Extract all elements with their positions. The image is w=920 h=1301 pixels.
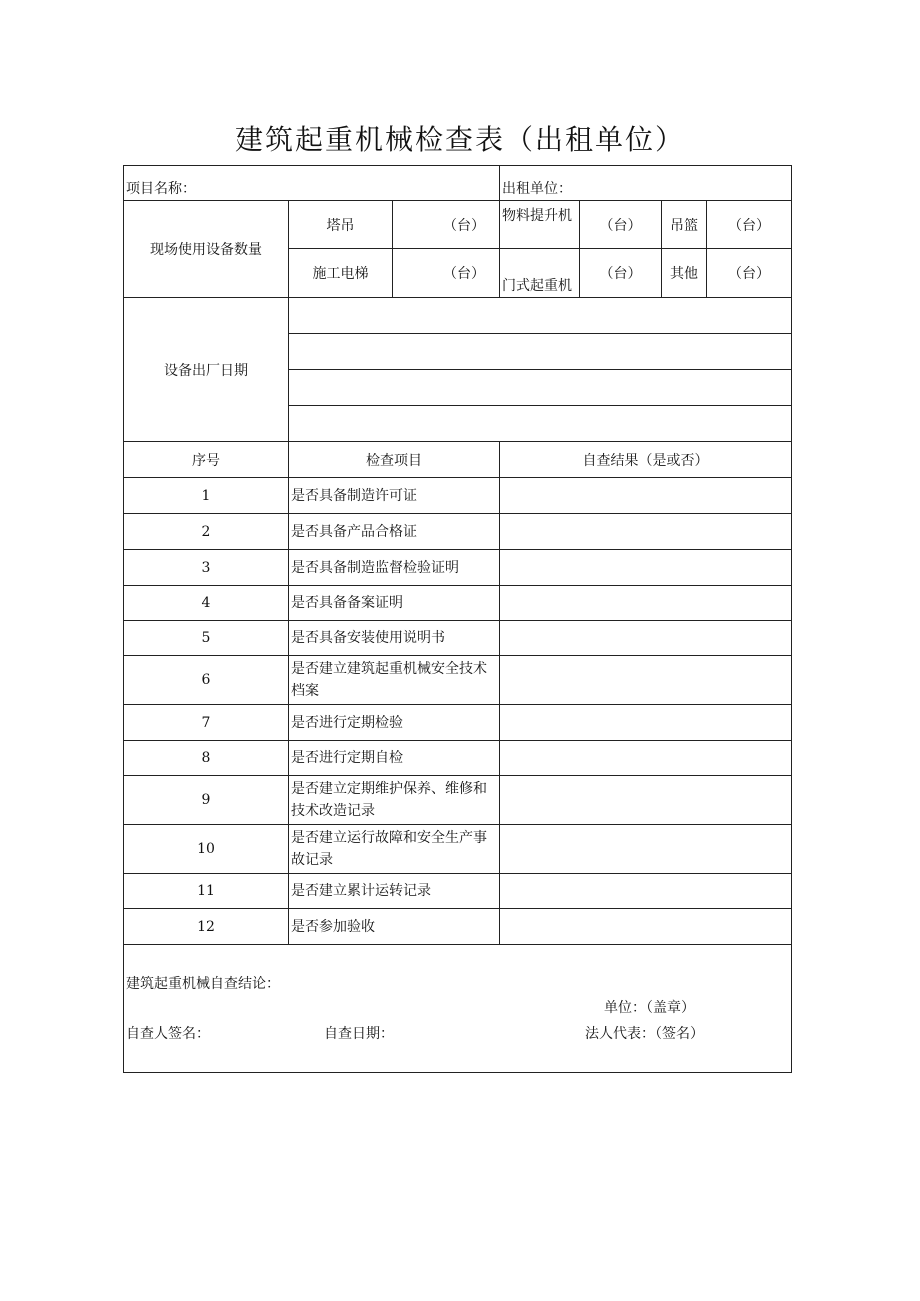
table-row — [124, 550, 792, 586]
hanging-basket-count[interactable]: （台） — [707, 201, 792, 249]
row-item: 是否参加验收 — [289, 909, 500, 945]
table-row — [124, 478, 792, 514]
manufacture-date-field-2[interactable] — [289, 334, 792, 370]
lessor-field[interactable] — [500, 166, 792, 201]
row-no: 4 — [124, 586, 289, 621]
row-item: 是否建立累计运转记录 — [289, 874, 500, 909]
row-item: 是否进行定期检验 — [289, 705, 500, 741]
gantry-crane-label: 门式起重机 — [500, 249, 580, 298]
row-item: 是否进行定期自检 — [289, 741, 500, 776]
hanging-basket-label: 吊篮 — [662, 201, 707, 249]
conclusion-section[interactable] — [124, 945, 792, 1073]
construction-elevator-count[interactable]: （台） — [393, 249, 500, 298]
page-title: 建筑起重机械检查表（出租单位） — [234, 123, 685, 156]
tower-crane-count[interactable]: （台） — [393, 201, 500, 249]
manufacture-date-field-4[interactable] — [289, 406, 792, 442]
row-no: 10 — [124, 825, 289, 874]
row-result-cell[interactable] — [500, 874, 792, 909]
row-result-cell[interactable] — [500, 825, 792, 874]
row-result-cell[interactable] — [500, 909, 792, 945]
row-no: 11 — [124, 874, 289, 909]
table-row — [124, 741, 792, 776]
row-item: 是否具备制造许可证 — [289, 478, 500, 514]
row-item: 是否建立建筑起重机械安全技术档案 — [289, 656, 500, 705]
table-row — [124, 586, 792, 621]
construction-elevator-label: 施工电梯 — [289, 249, 393, 298]
row-no: 5 — [124, 621, 289, 656]
row-result-cell[interactable] — [500, 586, 792, 621]
legal-rep-signature-label: 法人代表：（签名） — [585, 1026, 704, 1042]
row-item: 是否建立定期维护保养、维修和技术改造记录 — [289, 776, 500, 825]
unit-seal-label: 单位：（盖章） — [604, 1000, 695, 1016]
table-row — [124, 705, 792, 741]
row-result-cell[interactable] — [500, 514, 792, 550]
row-result-cell[interactable] — [500, 741, 792, 776]
row-no: 12 — [124, 909, 289, 945]
col-header-no: 序号 — [124, 442, 289, 478]
table-row — [124, 825, 792, 874]
gantry-crane-count[interactable]: （台） — [580, 249, 662, 298]
row-result-cell[interactable] — [500, 478, 792, 514]
row-item: 是否具备产品合格证 — [289, 514, 500, 550]
inspection-form — [123, 165, 792, 1073]
manufacture-date-field-1[interactable] — [289, 298, 792, 334]
row-result-cell[interactable] — [500, 656, 792, 705]
other-count[interactable]: （台） — [707, 249, 792, 298]
row-item: 是否具备备案证明 — [289, 586, 500, 621]
row-no: 3 — [124, 550, 289, 586]
row-no: 7 — [124, 705, 289, 741]
inspector-signature-label: 自查人签名： — [126, 1026, 210, 1042]
manufacture-date-label: 设备出厂日期 — [124, 298, 289, 442]
row-item: 是否具备制造监督检验证明 — [289, 550, 500, 586]
table-row — [124, 776, 792, 825]
table-row — [124, 656, 792, 705]
row-no: 9 — [124, 776, 289, 825]
inspection-date-label: 自查日期： — [324, 1026, 394, 1042]
table-row — [124, 874, 792, 909]
col-header-item: 检查项目 — [289, 442, 500, 478]
row-result-cell[interactable] — [500, 621, 792, 656]
other-label: 其他 — [662, 249, 707, 298]
row-result-cell[interactable] — [500, 776, 792, 825]
table-row — [124, 514, 792, 550]
manufacture-date-field-3[interactable] — [289, 370, 792, 406]
conclusion-label: 建筑起重机械自查结论： — [126, 976, 280, 992]
lessor-label: 出租单位： — [502, 181, 572, 197]
row-item: 是否建立运行故障和安全生产事故记录 — [289, 825, 500, 874]
table-row — [124, 909, 792, 945]
col-header-result: 自查结果（是或否） — [500, 442, 792, 478]
material-hoist-label: 物料提升机 — [500, 201, 580, 249]
project-name-field[interactable] — [124, 166, 500, 201]
row-no: 1 — [124, 478, 289, 514]
table-row — [124, 621, 792, 656]
project-name-label: 项目名称： — [126, 181, 196, 197]
equipment-quantity-label: 现场使用设备数量 — [124, 201, 289, 298]
material-hoist-count[interactable]: （台） — [580, 201, 662, 249]
row-result-cell[interactable] — [500, 705, 792, 741]
row-result-cell[interactable] — [500, 550, 792, 586]
row-no: 6 — [124, 656, 289, 705]
row-no: 8 — [124, 741, 289, 776]
row-no: 2 — [124, 514, 289, 550]
row-item: 是否具备安装使用说明书 — [289, 621, 500, 656]
tower-crane-label: 塔吊 — [289, 201, 393, 249]
